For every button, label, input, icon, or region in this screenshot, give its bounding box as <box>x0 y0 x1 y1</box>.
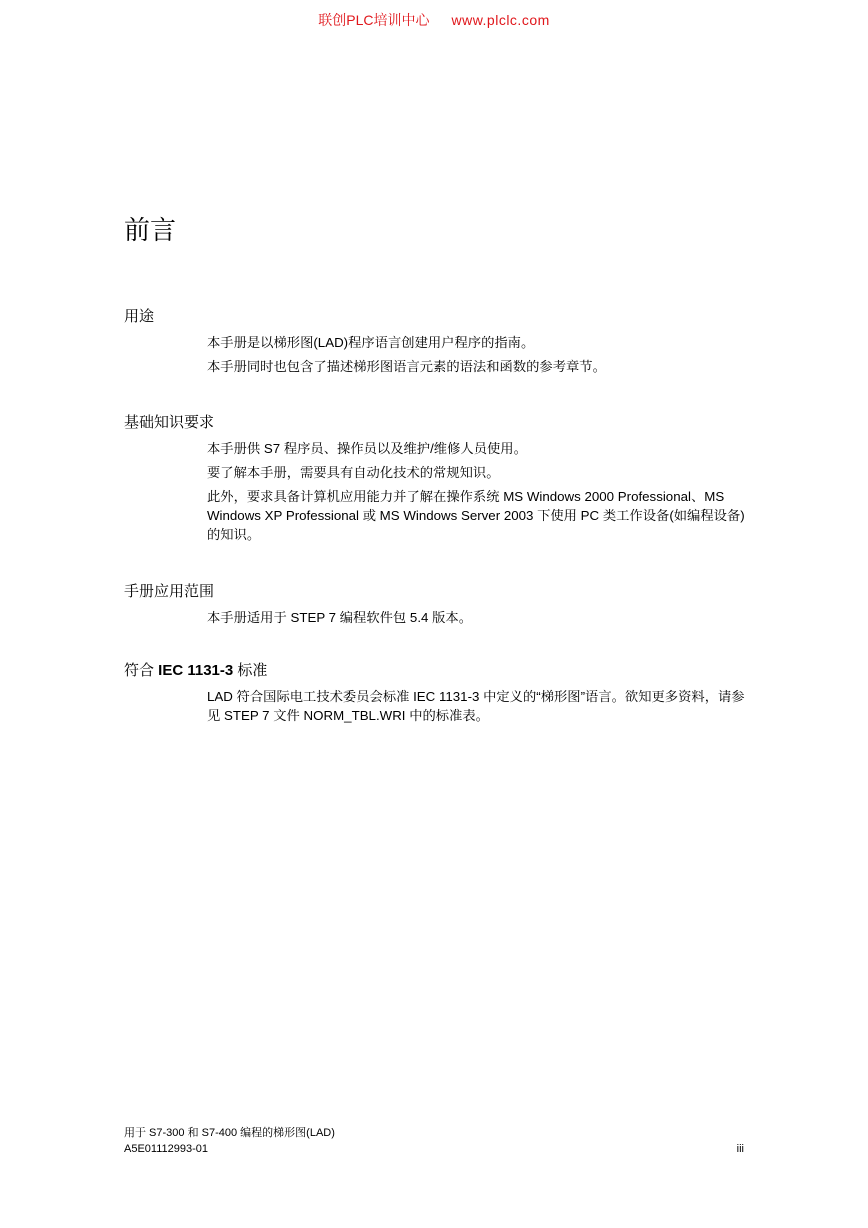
watermark-header <box>0 10 868 30</box>
heading-text-pre: 符合 <box>124 662 159 679</box>
page-number: iii <box>736 1143 744 1155</box>
section-purpose <box>124 307 754 381</box>
paragraph: 本手册供 S7 程序员、操作员以及维护/维修人员使用。 <box>207 441 527 456</box>
section-scope <box>124 582 754 632</box>
paragraph: LAD 符合国际电工技术委员会标准 IEC 1131-3 中定义的“梯形图”语言。欲知更多资料，请参见 STEP 7 文件 NORM_TBL.WRI 中的标准表。 <box>207 689 745 723</box>
page-footer <box>124 1125 335 1157</box>
section-prerequisites <box>124 413 754 549</box>
heading-text-bold: IEC 1131-3 <box>158 662 234 679</box>
paragraph: 此外，要求具备计算机应用能力并了解在操作系统 MS Windows 2000 Professional、MS Windows XP Professional 或 MS Windows Server 2003 下使用 PC 类工作设备(如编程设备)的知识。 <box>207 489 745 542</box>
heading-text: 基础知识要求 <box>124 414 215 431</box>
section-iec-compliance <box>124 661 754 730</box>
footer-doc-title: 用于 S7-300 和 S7-400 编程的梯形图(LAD) <box>124 1127 335 1139</box>
watermark-url[interactable]: www.plclc.com <box>451 12 550 28</box>
paragraph: 本手册同时也包含了描述梯形图语言元素的语法和函数的参考章节。 <box>207 359 606 374</box>
watermark-org: 联创PLC培训中心 <box>318 12 430 28</box>
section-heading-purpose <box>124 307 754 327</box>
section-heading-scope <box>124 582 754 602</box>
heading-text: 手册应用范围 <box>124 583 215 600</box>
heading-text-post: 标准 <box>233 662 268 679</box>
paragraph: 本手册适用于 STEP 7 编程软件包 5.4 版本。 <box>207 610 472 625</box>
heading-text: 用途 <box>124 308 155 325</box>
paragraph: 要了解本手册，需要具有自动化技术的常规知识。 <box>207 465 500 480</box>
section-heading-iec <box>124 661 754 681</box>
page-title: 前言 <box>124 216 177 246</box>
paragraph: 本手册是以梯形图(LAD)程序语言创建用户程序的指南。 <box>207 335 535 350</box>
footer-doc-number: A5E01112993-01 <box>124 1143 208 1155</box>
section-heading-prerequisites <box>124 413 754 433</box>
